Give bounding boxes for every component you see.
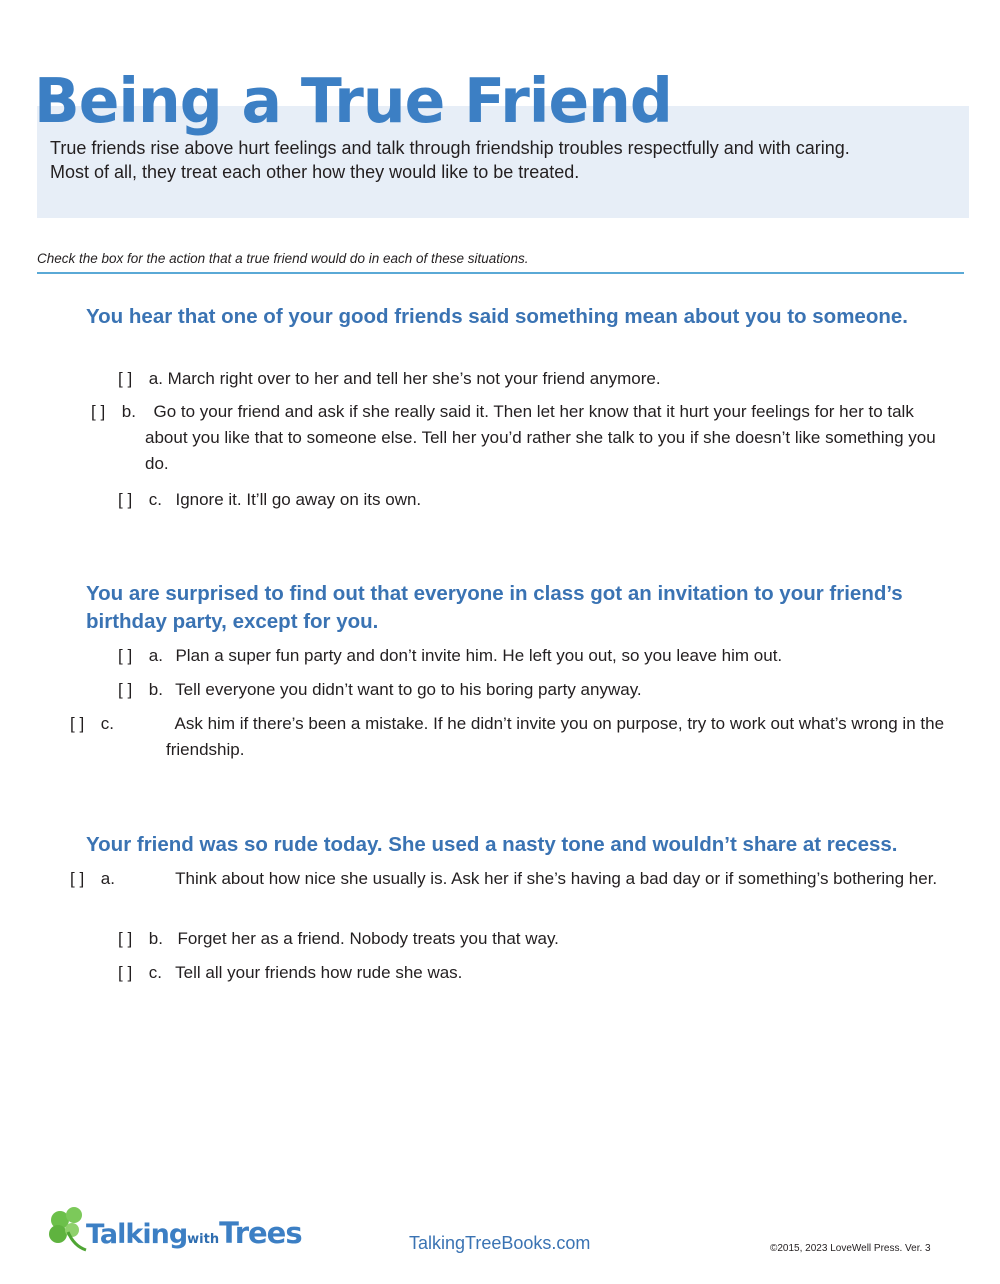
question-1-prompt: You hear that one of your good friends said something mean about you to someone. (86, 305, 908, 328)
option-text: Go to your friend and ask if she really said it. Then let her know that it hurt your feelings for her to talk about you like that to someone else. Tell her you’d rather she talk to you if she doesn’t like something you do. (145, 402, 936, 473)
option-letter: a. (148, 369, 163, 388)
page-title: Being a True Friend (34, 65, 672, 138)
question-3-option-a[interactable] (70, 866, 956, 892)
instructions: Check the box for the action that a true friend would do in each of these situations. (37, 251, 529, 266)
checkbox[interactable]: [ ] (118, 929, 133, 948)
question-2-option-b[interactable] (118, 677, 948, 703)
option-text: Forget her as a friend. Nobody treats you that way. (177, 929, 559, 948)
logo-wordmark (86, 1216, 302, 1250)
checkbox[interactable]: [ ] (70, 714, 85, 733)
option-letter: a. (148, 646, 163, 665)
checkbox[interactable]: [ ] (118, 490, 133, 509)
logo-part-2: with (187, 1232, 220, 1247)
question-3-option-c[interactable] (118, 960, 948, 986)
question-2-option-a[interactable] (118, 643, 948, 669)
option-text: Tell all your friends how rude she was. (175, 963, 463, 982)
question-2-option-c[interactable] (70, 711, 956, 763)
checkbox[interactable]: [ ] (118, 963, 133, 982)
question-1-option-c[interactable] (118, 487, 948, 513)
checkbox[interactable]: [ ] (118, 646, 133, 665)
option-text: Think about how nice she usually is. Ask her if she’s having a bad day or if something’s bothering her. (175, 869, 938, 888)
question-2-prompt: You are surprised to find out that everyone in class got an invitation to your friend’s birthday party, except for you. (86, 582, 903, 633)
intro-text (50, 136, 950, 184)
question-3-option-b[interactable] (118, 926, 948, 952)
question-1-option-a[interactable] (118, 366, 948, 392)
option-letter: a. (100, 869, 115, 888)
option-text: Ask him if there’s been a mistake. If he didn’t invite you on purpose, try to work out what’s wrong in the friendship. (166, 714, 945, 759)
intro-line-2: Most of all, they treat each other how they would like to be treated. (50, 162, 580, 182)
checkbox[interactable]: [ ] (118, 680, 133, 699)
logo-part-1: Talking (86, 1219, 188, 1250)
talking-with-trees-logo (46, 1206, 306, 1258)
option-text: March right over to her and tell her she’s not your friend anymore. (167, 369, 661, 388)
option-letter: b. (148, 680, 163, 699)
option-letter: c. (100, 714, 114, 733)
option-letter: c. (148, 963, 162, 982)
checkbox[interactable]: [ ] (70, 869, 85, 888)
option-letter: c. (148, 490, 162, 509)
option-text: Tell everyone you didn’t want to go to his boring party anyway. (175, 680, 642, 699)
question-1-option-b[interactable]: [ ] b. Go to your friend and ask if she really said it. Then let her know that it hurt your feelings for her to talk about you like that to someone else. Tell her you’d rather she talk to you if she doesn’t like something you do. (118, 399, 957, 477)
option-text: Ignore it. It’ll go away on its own. (175, 490, 422, 509)
intro-line-1: True friends rise above hurt feelings and talk through friendship troubles respectfully and with caring. (50, 138, 850, 158)
website-link[interactable]: TalkingTreeBooks.com (409, 1233, 591, 1253)
question-3-prompt: Your friend was so rude today. She used a nasty tone and wouldn’t share at recess. (86, 833, 898, 856)
logo-part-3: Trees (219, 1216, 302, 1250)
option-letter: b. (148, 929, 163, 948)
checkbox[interactable]: [ ] (91, 402, 106, 421)
checkbox[interactable]: [ ] (118, 369, 133, 388)
option-text: Plan a super fun party and don’t invite him. He left you out, so you leave him out. (175, 646, 783, 665)
copyright-notice: ©2015, 2023 LoveWell Press. Ver. 3 (770, 1243, 931, 1254)
divider-rule (37, 272, 964, 274)
